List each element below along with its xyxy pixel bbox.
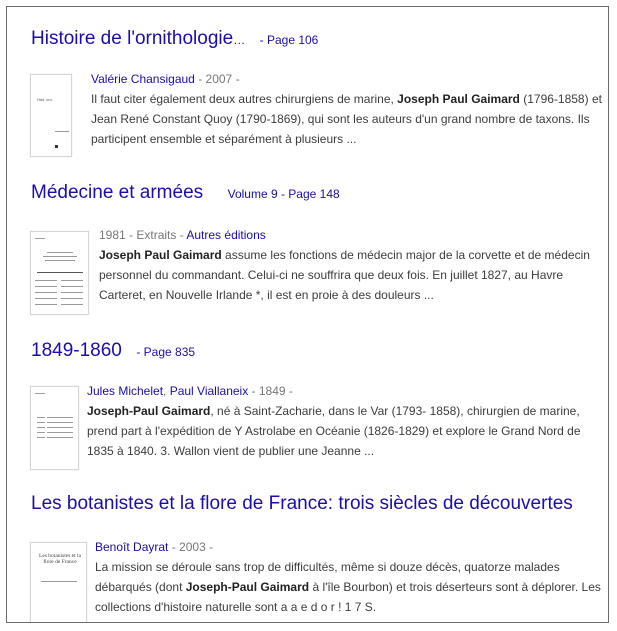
result-4-meta-tail: - 2003 -	[171, 540, 214, 554]
result-3-page-link[interactable]: - Page 835	[136, 345, 196, 359]
result-1-author[interactable]: Valérie Chansigaud	[91, 72, 195, 86]
result-3-meta: Jules Michelet, Paul Viallaneix - 1849 -	[87, 384, 293, 398]
result-4-thumb-text: Les botanistes et la flore de France	[38, 553, 81, 565]
result-3-thumbnail[interactable]	[30, 386, 79, 470]
result-1-title[interactable]: Histoire de l'ornithologie	[31, 28, 234, 49]
result-3-author-1[interactable]: Jules Michelet	[87, 384, 164, 398]
result-2-page-link[interactable]: Volume 9 - Page 148	[227, 187, 340, 201]
result-1-meta	[91, 69, 240, 89]
result-4-meta	[95, 537, 213, 557]
result-2-other-editions-link[interactable]: Autres éditions	[186, 228, 266, 242]
result-2-meta	[99, 225, 266, 245]
search-results-panel	[6, 6, 609, 623]
result-1-meta-tail: - 2007 -	[198, 72, 240, 86]
result-4-title[interactable]: Les botanistes et la flore de France: trois siècles de découvertes	[31, 493, 573, 514]
result-3-snippet: Joseph-Paul Gaimard, né à Saint-Zacharie, dans le Var (1793- 1858), chirurgien de marine, prend part à l'expédition de Y Astrolabe en Océanie (1826-1829) et explore le Grand Nord de 1835 à 1840. 3. Wallon vient de publier une Jeanne ...	[87, 404, 581, 458]
result-1-thumb-text: Hist. orn.	[37, 97, 54, 102]
result-1-snippet: Il faut citer également deux autres chirurgiens de marine, Joseph Paul Gaimard (1796-1858) et Jean René Constant Quoy (1790-1869), qui sont les auteurs d'un grand nombre de taxons. Ils participent ensemble et séparément à plusieurs ...	[91, 92, 602, 146]
result-1-thumbnail[interactable]	[30, 74, 72, 157]
result-3-meta-tail: - 1849 -	[251, 384, 293, 398]
result-1-title-ellipsis: …	[233, 33, 246, 47]
result-4-snippet: La mission se déroule sans trop de difficultés, même si douze décès, quatorze malades débarqués (dont Joseph-Paul Gaimard à l'île Bourbon) et trois déserteurs sont à déplorer. Les collections d'histoire naturelle sont a a e d o r ! 1 7 S.	[95, 560, 601, 614]
result-2-snippet: Joseph Paul Gaimard assume les fonctions de médecin major de la corvette et de médecin personnel du commandant. Celui-ci ne souffrira que deux fois. En juillet 1827, au Havre Carteret, en Nouvelle Irlande *, il est en proie à des douleurs ...	[99, 248, 590, 302]
result-2-meta-year: 1981 - Extraits -	[99, 228, 184, 242]
result-3-title[interactable]: 1849-1860	[31, 340, 122, 361]
result-4-author[interactable]: Benoît Dayrat	[95, 540, 169, 554]
result-4-thumbnail[interactable]	[30, 542, 87, 623]
result-2-title-row	[31, 182, 340, 204]
result-3-author-2[interactable]: Paul Viallaneix	[169, 384, 249, 398]
result-1-title-row	[31, 28, 318, 50]
result-4-title-row	[31, 493, 573, 515]
result-2-title[interactable]: Médecine et armées	[31, 182, 204, 203]
result-3-title-row	[31, 340, 195, 362]
result-1-page-link[interactable]: - Page 106	[259, 33, 319, 47]
result-2-thumbnail[interactable]	[30, 231, 89, 315]
